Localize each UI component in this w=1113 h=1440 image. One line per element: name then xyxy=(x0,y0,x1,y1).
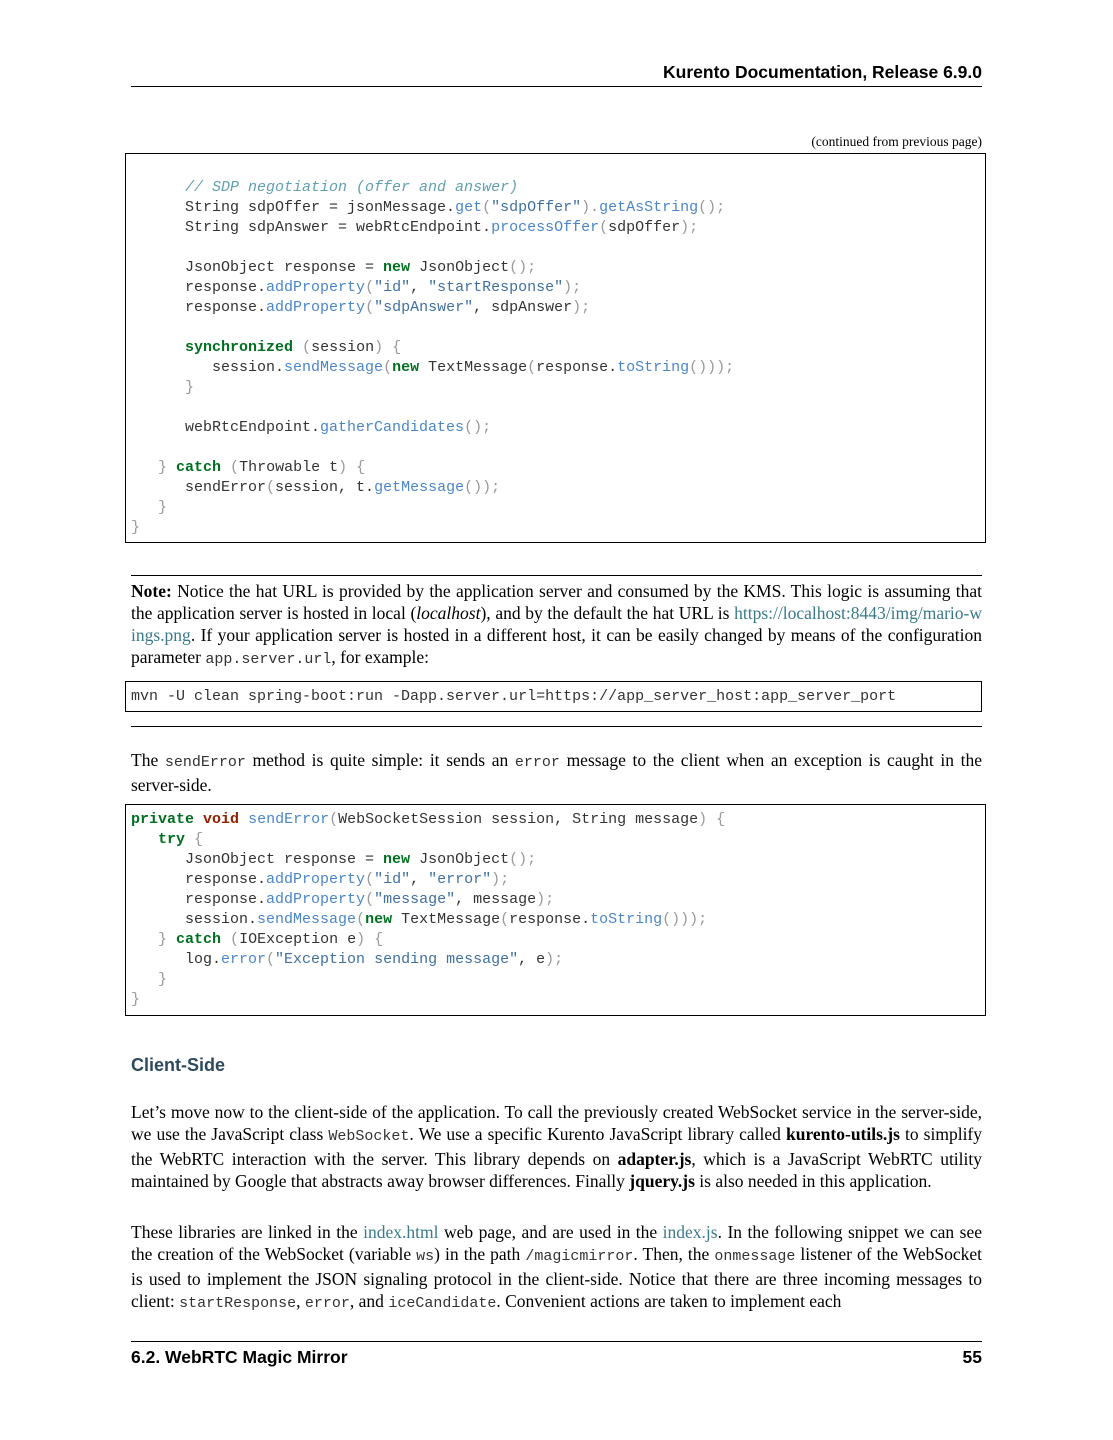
note-admonition xyxy=(131,575,982,727)
page-number: 55 xyxy=(962,1347,982,1367)
index-html-link[interactable]: index.html xyxy=(363,1222,439,1242)
code-line: } catch (IOException e) { xyxy=(158,931,384,948)
code-line: } xyxy=(158,971,168,988)
config-param: app.server.url xyxy=(205,651,332,668)
code-line: private void sendError(WebSocketSession session, String message) { xyxy=(131,811,726,828)
code-line: response.addProperty("id", "startResponse"); xyxy=(131,279,582,296)
jquery-lib: jquery.js xyxy=(629,1171,695,1191)
footer-section: 6.2. WebRTC Magic Mirror xyxy=(131,1347,348,1367)
command-block: mvn -U clean spring-boot:run -Dapp.server.url=https://app_server_host:app_server_port xyxy=(125,681,982,712)
note-text: Note: Notice the hat URL is provided by the application server and consumed by the KMS. This logic is assuming that the application server is hosted in local (localhost), and by the default the hat URL is https://localhost:8443/img/mario-wings.png. If your application server is hosted in a different host, it can be easily changed by means of the configuration parameter app.server.url, for example: xyxy=(131,581,982,668)
onmessage-listener: onmessage xyxy=(714,1248,796,1265)
index-js-link[interactable]: index.js xyxy=(662,1222,718,1242)
senderror-paragraph: The sendError method is quite simple: it sends an error message to the client when an exception is caught in the server-side. xyxy=(131,750,982,795)
code-line: log.error("Exception sending message", e); xyxy=(131,951,564,968)
code-line xyxy=(131,438,985,458)
code-line: sendError(session, t.getMessage()); xyxy=(131,479,501,496)
running-header: Kurento Documentation, Release 6.9.0 xyxy=(131,62,982,87)
code-line: } xyxy=(131,519,141,536)
hat-url-link[interactable]: https://localhost:8443/img/mario-wings.png xyxy=(131,603,982,645)
magicmirror-path: /magicmirror xyxy=(525,1248,634,1265)
code-line: response.addProperty("sdpAnswer", sdpAnswer); xyxy=(131,299,591,316)
code-line: JsonObject response = new JsonObject(); xyxy=(131,851,537,868)
code-line: String sdpAnswer = webRtcEndpoint.processOffer(sdpOffer); xyxy=(131,219,699,236)
note-label: Note: xyxy=(131,581,172,601)
code-line: } xyxy=(158,499,168,516)
client-side-paragraph-1: Let’s move now to the client-side of the application. To call the previously created WebSocket service in the server-side, we use the JavaScript class WebSocket. We use a specific Kurento JavaScript library called kurento-utils.js to simplify the WebRTC interaction with the server. This library depends on adapter.js, which is a JavaScript WebRTC utility maintained by Google that abstracts away browser differences. Finally jquery.js is also needed in this application. xyxy=(131,1102,983,1191)
code-line: try { xyxy=(158,831,204,848)
startresponse-message: startResponse xyxy=(179,1295,297,1312)
senderror-code: sendError xyxy=(164,754,246,771)
running-footer xyxy=(131,1341,982,1368)
adapter-lib: adapter.js xyxy=(617,1149,692,1169)
code-line: synchronized (session) { xyxy=(185,339,402,356)
ws-variable: ws xyxy=(416,1248,435,1265)
code-line: response.addProperty("message", message); xyxy=(131,891,555,908)
continued-note: (continued from previous page) xyxy=(811,134,982,149)
code-line: session.sendMessage(new TextMessage(response.toString())); xyxy=(131,359,735,376)
error-message: error xyxy=(304,1295,350,1312)
code-line: session.sendMessage(new TextMessage(response.toString())); xyxy=(131,911,708,928)
websocket-class: WebSocket xyxy=(328,1128,410,1145)
code-line xyxy=(131,238,985,258)
code-line xyxy=(131,318,985,338)
code-line: webRtcEndpoint.gatherCandidates(); xyxy=(131,419,492,436)
code-line: } catch (Throwable t) { xyxy=(158,459,366,476)
code-line: } xyxy=(185,379,195,396)
code-line: String sdpOffer = jsonMessage.get("sdpOffer").getAsString(); xyxy=(131,199,726,216)
error-code: error xyxy=(514,754,560,771)
section-heading: Client-Side xyxy=(131,1055,226,1075)
code-block-senderror xyxy=(125,804,986,1016)
localhost-term: localhost xyxy=(416,603,481,623)
code-line: response.addProperty("id", "error"); xyxy=(131,871,510,888)
code-line: JsonObject response = new JsonObject(); xyxy=(131,259,537,276)
code-line: } xyxy=(131,991,141,1008)
kurento-utils-lib: kurento-utils.js xyxy=(786,1124,900,1144)
client-side-paragraph-2: These libraries are linked in the index.html web page, and are used in the index.js. In the following snippet we can see the creation of the WebSocket (variable ws) in the path /magicmirror. Then, the onmessage listener of the WebSocket is used to implement the JSON signaling protocol in the client-side. Notice that there are three incoming messages to client: startResponse, error, and iceCandidate. Convenient actions are taken to implement each xyxy=(131,1222,982,1312)
code-block-sdp-negotiation xyxy=(125,153,986,543)
icecandidate-message: iceCandidate xyxy=(388,1295,497,1312)
code-line xyxy=(131,398,985,418)
code-line: // SDP negotiation (offer and answer) xyxy=(185,179,519,196)
